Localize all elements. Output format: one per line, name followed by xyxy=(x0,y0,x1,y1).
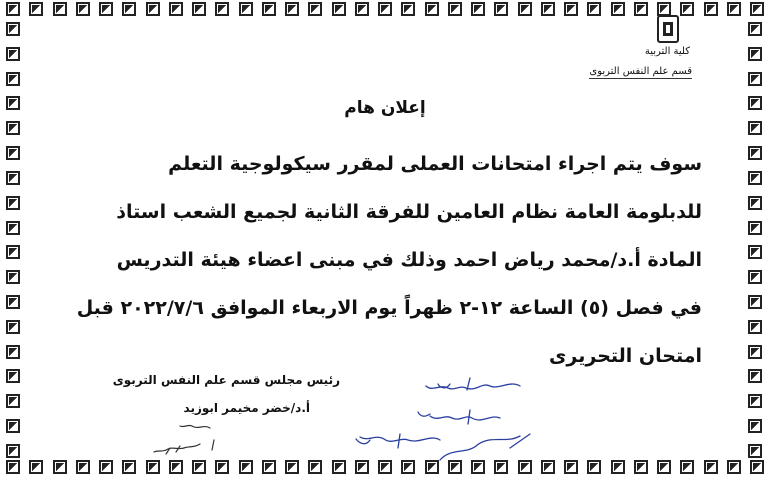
department-name: قسم علم النفس التربوى xyxy=(589,66,692,77)
announcement-line: امتحان التحريرى xyxy=(549,345,702,367)
announcement-title: إعلان هام xyxy=(344,98,426,118)
signatory-name: أ.د/خضر مخيمر ابوزيد xyxy=(183,401,310,415)
announcement-line: للدبلومة العامة نظام العامين للفرقة الثانية لجميع الشعب استاذ xyxy=(116,201,702,223)
faculty-name: كلية التربية xyxy=(644,46,690,57)
announcement-line: المادة أ.د/محمد رياض احمد وذلك في مبنى اعضاء هيئة التدريس xyxy=(116,249,702,271)
signatory-title: رئيس مجلس قسم علم النفس التربوى xyxy=(112,373,340,387)
announcement-line: في فصل (٥) الساعة ١٢-٢ ظهراً يوم الاربعاء الموافق ٢٠٢٢/٧/٦ قبل xyxy=(76,297,702,319)
announcement-line: سوف يتم اجراء امتحانات العملى لمقرر سيكولوجية التعلم xyxy=(168,153,702,175)
